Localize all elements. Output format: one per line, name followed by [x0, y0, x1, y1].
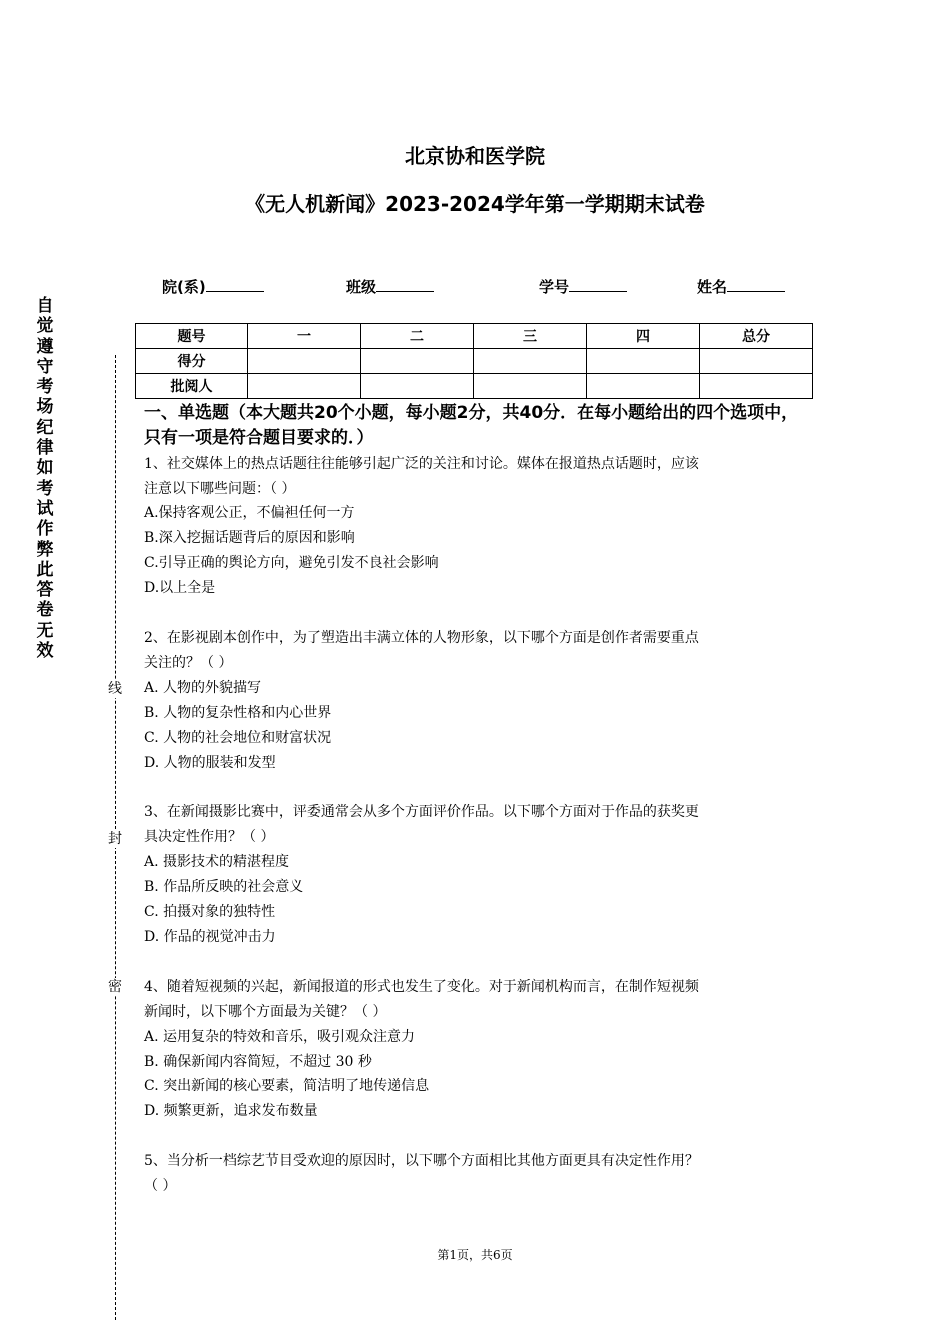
class-field [346, 276, 434, 297]
row-label: 得分 [136, 349, 248, 374]
question-stem: 3、在新闻摄影比赛中，评委通常会从多个方面评价作品。以下哪个方面对于作品的获奖更 [144, 804, 699, 820]
notice-char: 纪 [36, 417, 54, 438]
score-row [136, 349, 813, 374]
dept-label: 院(系) [162, 278, 206, 296]
answer-option[interactable]: D. 人物的服装和发型 [144, 755, 276, 771]
notice-char: 此 [36, 559, 54, 580]
grader-cell[interactable] [474, 374, 587, 399]
notice-char: 试 [36, 498, 54, 519]
notice-char: 守 [36, 356, 54, 377]
question-stem: 4、随着短视频的兴起，新闻报道的形式也发生了变化。对于新闻机构而言，在制作短视频 [144, 979, 699, 995]
dept-field [162, 276, 264, 297]
notice-char: 觉 [36, 316, 54, 337]
answer-option[interactable]: D.以上全是 [144, 580, 216, 596]
notice-char: 考 [36, 377, 54, 398]
binding-mark-seal: 封 [108, 831, 122, 847]
score-table [135, 323, 813, 399]
answer-option[interactable]: A. 摄影技术的精湛程度 [144, 854, 290, 870]
header-cell: 二 [361, 324, 474, 349]
student-id-blank[interactable] [569, 277, 627, 292]
score-cell[interactable] [474, 349, 587, 374]
student-id-label: 学号 [539, 278, 570, 296]
answer-option[interactable]: D. 频繁更新，追求发布数量 [144, 1103, 318, 1119]
notice-char: 律 [36, 438, 54, 459]
notice-char: 效 [36, 641, 54, 662]
question-stem: 1、社交媒体上的热点话题往往能够引起广泛的关注和讨论。媒体在报道热点话题时，应该 [144, 456, 699, 472]
name-field [697, 276, 785, 297]
question-stem: 新闻时，以下哪个方面最为关键？（ ） [144, 1004, 387, 1020]
grader-cell[interactable] [248, 374, 361, 399]
notice-char: 遵 [36, 336, 54, 357]
page-footer: 第1页，共6页 [437, 1248, 513, 1262]
binding-mark-secret: 密 [108, 979, 122, 995]
question-stem: 2、在影视剧本创作中，为了塑造出丰满立体的人物形象，以下哪个方面是创作者需要重点 [144, 630, 699, 646]
school-name: 北京协和医学院 [405, 144, 545, 168]
grader-row [136, 374, 813, 399]
question-stem: 5、当分析一档综艺节目受欢迎的原因时，以下哪个方面相比其他方面更具有决定性作用？ [144, 1153, 699, 1169]
notice-char: 无 [36, 620, 54, 641]
question-stem: 关注的？（ ） [144, 655, 233, 671]
class-blank[interactable] [376, 277, 434, 292]
answer-option[interactable]: A. 人物的外貌描写 [144, 680, 262, 696]
notice-char: 如 [36, 458, 54, 479]
answer-option[interactable]: A.保持客观公正，不偏袒任何一方 [144, 505, 355, 521]
name-label: 姓名 [697, 278, 728, 296]
score-cell[interactable] [361, 349, 474, 374]
header-cell: 总分 [700, 324, 813, 349]
answer-option[interactable]: B. 确保新闻内容简短，不超过 30 秒 [144, 1054, 372, 1070]
answer-option[interactable]: C. 拍摄对象的独特性 [144, 904, 276, 920]
grader-cell[interactable] [700, 374, 813, 399]
notice-char: 考 [36, 478, 54, 499]
notice-char: 答 [36, 580, 54, 601]
answer-option[interactable]: C.引导正确的舆论方向，避免引发不良社会影响 [144, 555, 439, 571]
header-cell: 题号 [136, 324, 248, 349]
score-cell[interactable] [587, 349, 700, 374]
notice-char: 场 [36, 397, 54, 418]
notice-char: 卷 [36, 600, 54, 621]
score-cell[interactable] [248, 349, 361, 374]
answer-option[interactable]: B. 作品所反映的社会意义 [144, 879, 304, 895]
answer-option[interactable]: B.深入挖掘话题背后的原因和影响 [144, 530, 355, 546]
question-stem: 注意以下哪些问题：（ ） [144, 481, 296, 497]
question-stem: 具决定性作用？（ ） [144, 829, 275, 845]
grader-cell[interactable] [587, 374, 700, 399]
header-cell: 一 [248, 324, 361, 349]
row-label: 批阅人 [136, 374, 248, 399]
answer-option[interactable]: A. 运用复杂的特效和音乐，吸引观众注意力 [144, 1029, 416, 1045]
name-blank[interactable] [727, 277, 785, 292]
notice-char: 自 [36, 296, 54, 316]
answer-option[interactable]: D. 作品的视觉冲击力 [144, 929, 276, 945]
score-table-header-row [136, 324, 813, 349]
class-label: 班级 [346, 278, 377, 296]
dept-blank[interactable] [206, 277, 264, 292]
binding-mark-line: 线 [108, 681, 122, 697]
question-stem: （ ） [144, 1178, 177, 1194]
answer-option[interactable]: B. 人物的复杂性格和内心世界 [144, 705, 332, 721]
header-cell: 四 [587, 324, 700, 349]
score-cell[interactable] [700, 349, 813, 374]
exam-discipline-notice [34, 296, 56, 661]
answer-option[interactable]: C. 人物的社会地位和财富状况 [144, 730, 332, 746]
exam-title: 《无人机新闻》2023-2024学年第一学期期末试卷 [245, 192, 705, 216]
grader-cell[interactable] [361, 374, 474, 399]
section-heading: 一、单选题（本大题共20个小题，每小题2分，共40分．在每小题给出的四个选项中，只有一项是符合题目要求的．） [144, 403, 799, 448]
answer-option[interactable]: C. 突出新闻的核心要素，简洁明了地传递信息 [144, 1078, 430, 1094]
notice-char: 作 [36, 519, 54, 540]
student-id-field [539, 276, 627, 297]
notice-char: 弊 [36, 539, 54, 560]
header-cell: 三 [474, 324, 587, 349]
